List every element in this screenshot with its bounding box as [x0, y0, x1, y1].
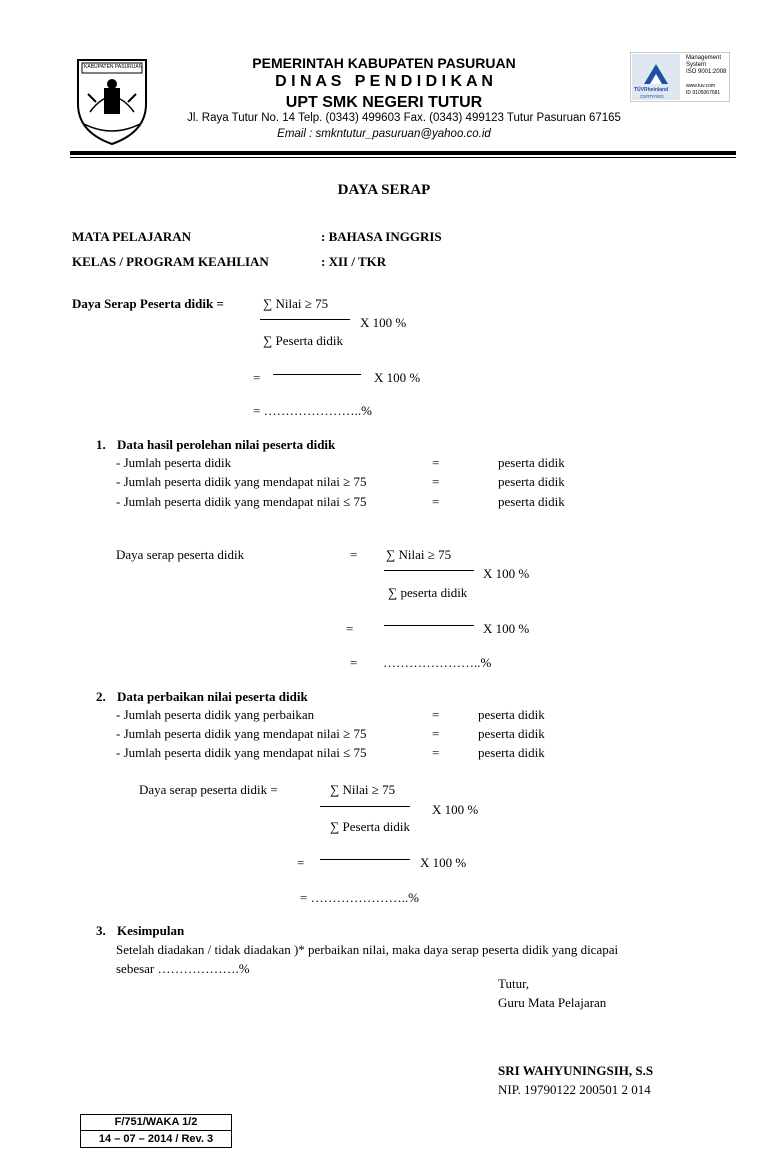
document-code-box: [80, 1114, 232, 1148]
subject-label: MATA PELAJARAN: [72, 229, 192, 244]
section2-row2-label: - Jumlah peserta didik yang mendapat nilai ≥ 75: [116, 726, 367, 741]
section2-heading: Data perbaikan nilai peserta didik: [117, 689, 308, 704]
formula-times2: X 100 %: [374, 370, 421, 385]
section1-number: 1.: [96, 437, 106, 452]
document-code: F/751/WAKA 1/2: [81, 1115, 231, 1131]
school-address: Jl. Raya Tutur No. 14 Telp. (0343) 499603 Fax. (0343) 499123 Tutur Pasuruan 67165: [187, 112, 621, 124]
section2-row2-eq: =: [432, 726, 440, 741]
section2-times2: X 100 %: [420, 855, 467, 870]
section1-fraction-line: [384, 570, 474, 571]
section3-line2: sebesar ……………….%: [116, 961, 250, 976]
agency-name: D I N A S P E N D I D I K A N: [275, 73, 493, 90]
school-name: UPT SMK NEGERI TUTUR: [285, 94, 483, 111]
subject-value: : BAHASA INGGRIS: [321, 229, 442, 244]
class-label: KELAS / PROGRAM KEAHLIAN: [72, 254, 269, 269]
cert-certified: CERTIFIED: [640, 94, 664, 99]
section3-line1: Setelah diadakan / tidak diadakan )* perbaikan nilai, maka daya serap peserta didik yang dicapai: [116, 942, 619, 957]
section3-number: 3.: [96, 923, 106, 938]
formula-result: = …………………..%: [253, 403, 372, 418]
section1-blank-line: [384, 625, 474, 626]
section1-eq2: =: [346, 621, 354, 636]
section2-result: = …………………..%: [300, 890, 419, 905]
formula-fraction-line: [260, 319, 350, 320]
section1-numerator: ∑ Nilai ≥ 75: [386, 547, 452, 562]
formula-label: Daya Serap Peserta didik =: [72, 296, 224, 311]
cert-line2: System: [686, 62, 707, 68]
signature-place: Tutur,: [498, 976, 530, 991]
section2-times: X 100 %: [432, 802, 479, 817]
section2-eq2: =: [297, 855, 305, 870]
section2-blank-line: [320, 859, 410, 860]
iso-certificate-badge: [630, 52, 730, 102]
cert-line1: Management: [686, 55, 722, 61]
section1-result: …………………..%: [383, 655, 492, 670]
signature-role: Guru Mata Pelajaran: [498, 995, 607, 1010]
cert-id: ID 9105067681: [686, 90, 721, 96]
formula-times: X 100 %: [360, 315, 407, 330]
signature-name: SRI WAHYUNINGSIH, S.S: [498, 1063, 654, 1078]
section1-eq3: =: [350, 655, 358, 670]
section2-number: 2.: [96, 689, 106, 704]
section2-fraction-line: [320, 806, 410, 807]
formula-numerator: ∑ Nilai ≥ 75: [263, 296, 329, 311]
section2-row3-eq: =: [432, 745, 440, 760]
section2-row2-unit: peserta didik: [478, 726, 545, 741]
formula-eq: =: [253, 370, 261, 385]
section2-row3-unit: peserta didik: [478, 745, 545, 760]
cert-url: www.tuv.com: [686, 83, 716, 89]
section2-calc-label: Daya serap peserta didik =: [139, 782, 278, 797]
section1-denominator: ∑ peserta didik: [388, 585, 468, 600]
section1-calc-label: Daya serap peserta didik: [116, 547, 245, 562]
section1-row2-label: - Jumlah peserta didik yang mendapat nilai ≥ 75: [116, 474, 367, 489]
school-email: Email : smkntutur_pasuruan@yahoo.co.id: [277, 128, 491, 140]
cert-line3: ISO 9001:2008: [686, 69, 727, 75]
section1-row2-unit: peserta didik: [498, 474, 565, 489]
header-rule-thin: [70, 157, 736, 158]
section1-row1-eq: =: [432, 455, 440, 470]
section2-row1-eq: =: [432, 707, 440, 722]
header-rule-thick: [70, 151, 736, 155]
logo-text: KABUPATEN PASURUAN: [84, 64, 143, 70]
document-date-revision: 14 – 07 – 2014 / Rev. 3: [98, 1133, 214, 1145]
section1-calc-eq: =: [350, 547, 358, 562]
section2-row1-unit: peserta didik: [478, 707, 545, 722]
section1-row3-eq: =: [432, 494, 440, 509]
section1-heading: Data hasil perolehan nilai peserta didik: [117, 437, 336, 452]
cert-brand: TÜVRheinland: [634, 87, 669, 93]
class-value: : XII / TKR: [321, 254, 387, 269]
section2-row3-label: - Jumlah peserta didik yang mendapat nilai ≤ 75: [116, 745, 367, 760]
section1-row1-label: - Jumlah peserta didik: [116, 455, 232, 470]
gov-name: PEMERINTAH KABUPATEN PASURUAN: [252, 55, 516, 71]
section1-row1-unit: peserta didik: [498, 455, 565, 470]
section1-row3-unit: peserta didik: [498, 494, 565, 509]
section1-row2-eq: =: [432, 474, 440, 489]
section2-row1-label: - Jumlah peserta didik yang perbaikan: [116, 707, 315, 722]
page-title: DAYA SERAP: [337, 182, 431, 198]
signature-nip: NIP. 19790122 200501 2 014: [498, 1082, 651, 1097]
formula-denominator: ∑ Peserta didik: [263, 333, 344, 348]
formula-blank-line: [273, 374, 361, 375]
section3-heading: Kesimpulan: [117, 923, 185, 938]
section2-denominator: ∑ Peserta didik: [330, 819, 411, 834]
section1-times2: X 100 %: [483, 621, 530, 636]
section1-times: X 100 %: [483, 566, 530, 581]
section2-numerator: ∑ Nilai ≥ 75: [330, 782, 396, 797]
section1-row3-label: - Jumlah peserta didik yang mendapat nilai ≤ 75: [116, 494, 367, 509]
